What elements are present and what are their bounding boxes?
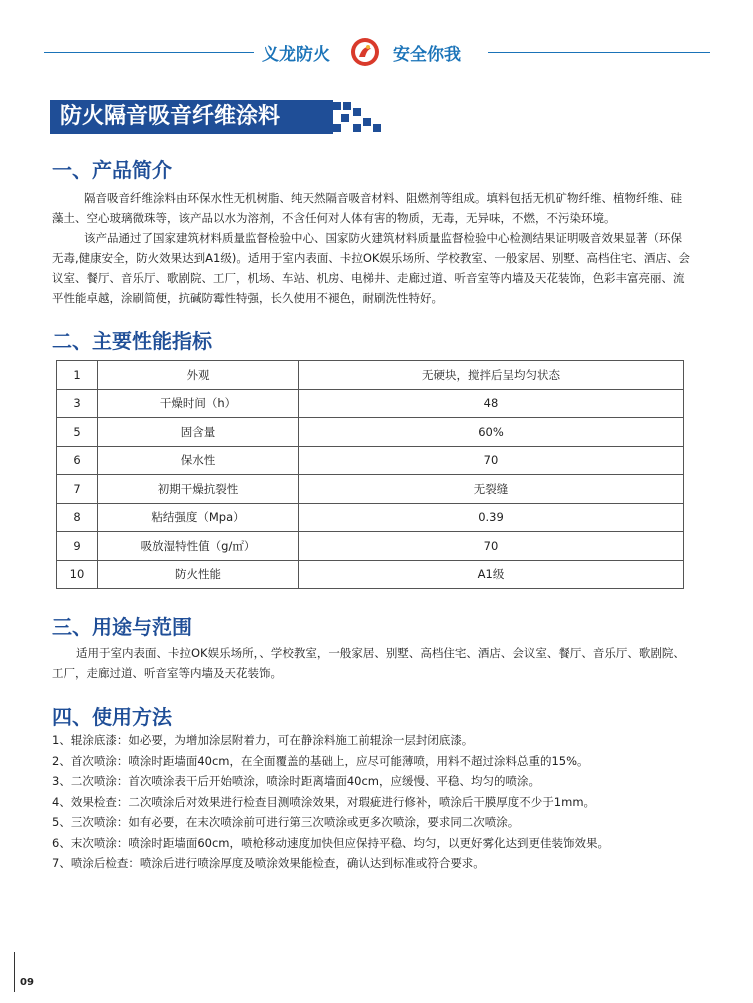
spec-value: 无裂缝 <box>299 475 684 504</box>
spec-item: 干燥时间（h） <box>98 389 299 418</box>
spec-item: 保水性 <box>98 446 299 475</box>
spec-value: 0.39 <box>299 503 684 532</box>
method-step: 2、首次喷涂：喷涂时距墙面40cm，在全面覆盖的基础上，应尽可能薄喷，用料不超过涂料总重的15%。 <box>52 753 589 768</box>
intro-paragraph-1: 隔音吸音纤维涂料由环保水性无机树脂、纯天然隔音吸音材料、阻燃剂等组成。填料包括无机矿物纤维、植物纤维、硅藻土、空心玻璃微珠等，该产品以水为溶剂，不含任何对人体有害的物质，无毒，无异味，不燃，不污染环境。 <box>52 191 682 225</box>
header-slogan-right: 安全你我 <box>393 45 461 65</box>
method-step: 7、喷涂后检查：喷涂后进行喷涂厚度及喷涂效果能检查，确认达到标准或符合要求。 <box>52 856 485 870</box>
table-row <box>57 361 684 390</box>
row-number: 10 <box>57 560 98 589</box>
banner-pixel-decoration <box>333 100 393 136</box>
spec-value: 60% <box>299 418 684 447</box>
table-row <box>57 475 684 504</box>
row-number: 3 <box>57 389 98 418</box>
table-row <box>57 418 684 447</box>
spec-value: 48 <box>299 389 684 418</box>
row-number: 7 <box>57 475 98 504</box>
spec-item: 粘结强度（Mpa） <box>98 503 299 532</box>
usage-paragraph: 适用于室内表面、卡拉OK娱乐场所，、学校教室，一般家居、别墅、高档住宅、酒店、会议室、餐厅、音乐厅、歌剧院、工厂，走廊过道、听音室等内墙及天花装饰。 <box>52 646 685 680</box>
spec-item: 固含量 <box>98 418 299 447</box>
row-number: 1 <box>57 361 98 390</box>
section-heading-intro: 一、产品简介 <box>52 158 172 182</box>
header-slogan-left: 义龙防火 <box>262 45 330 65</box>
spec-value: 70 <box>299 446 684 475</box>
page-number-rule <box>14 952 15 992</box>
section-heading-specs: 二、主要性能指标 <box>52 329 212 353</box>
table-row <box>57 446 684 475</box>
method-step: 1、辊涂底漆：如必要，为增加涂层附着力，可在静涂料施工前辊涂一层封闭底漆。 <box>52 733 474 747</box>
header-rule-right <box>488 52 710 53</box>
row-number: 6 <box>57 446 98 475</box>
spec-table <box>56 360 684 589</box>
table-row <box>57 389 684 418</box>
row-number: 9 <box>57 532 98 561</box>
spec-value: 70 <box>299 532 684 561</box>
method-step: 6、末次喷涂：喷涂时距墙面60cm，喷枪移动速度加快但应保持平稳、均匀，以更好雾化达到更佳装饰效果。 <box>52 835 609 850</box>
row-number: 8 <box>57 503 98 532</box>
row-number: 5 <box>57 418 98 447</box>
section-heading-method: 四、使用方法 <box>52 705 172 729</box>
spec-item: 初期干燥抗裂性 <box>98 475 299 504</box>
product-title-banner: 防火隔音吸音纤维涂料 <box>50 100 333 134</box>
method-step: 5、三次喷涂：如有必要，在末次喷涂前可进行第三次喷涂或更多次喷涂，要求同二次喷涂。 <box>52 815 520 829</box>
header-rule-left <box>44 52 254 53</box>
spec-item: 吸放湿特性值（g/㎡） <box>98 532 299 561</box>
table-row <box>57 532 684 561</box>
spec-item: 防火性能 <box>98 560 299 589</box>
method-step: 4、效果检查：二次喷涂后对效果进行检查目测喷涂效果，对瑕疵进行修补，喷涂后干膜厚度不少于1mm。 <box>52 794 596 809</box>
method-step: 3、二次喷涂：首次喷涂表干后开始喷涂，喷涂时距离墙面40cm，应缓慢、平稳、均匀的喷涂。 <box>52 774 540 788</box>
table-row <box>57 560 684 589</box>
table-row <box>57 503 684 532</box>
spec-item: 外观 <box>98 361 299 390</box>
spec-value: 无硬块，搅拌后呈均匀状态 <box>299 361 684 390</box>
spec-value: A1级 <box>299 560 684 589</box>
method-steps <box>52 730 712 874</box>
section-heading-usage: 三、用途与范围 <box>52 615 192 639</box>
brand-logo-icon <box>350 37 380 67</box>
page-number: 09 <box>20 977 34 988</box>
intro-paragraph-2: 该产品通过了国家建筑材料质量监督检验中心、国家防火建筑材料质量监督检验中心检测结果证明吸音效果显著（环保无毒,健康安全，防火效果达到A1级)。适用于室内表面、卡拉OK娱乐场所、学校教室、一般家居、别墅、高档住宅、酒店、会议室、餐厅、音乐厅、歌剧院、工厂，机场、车站、机房、电梯井、走廊过道、听音室等内墙及天花装饰，色彩丰富亮丽、流平性能卓越，涂刷简便，抗碱防霉性特强，长久使用不褪色，耐刷洗性特好。 <box>52 231 690 305</box>
